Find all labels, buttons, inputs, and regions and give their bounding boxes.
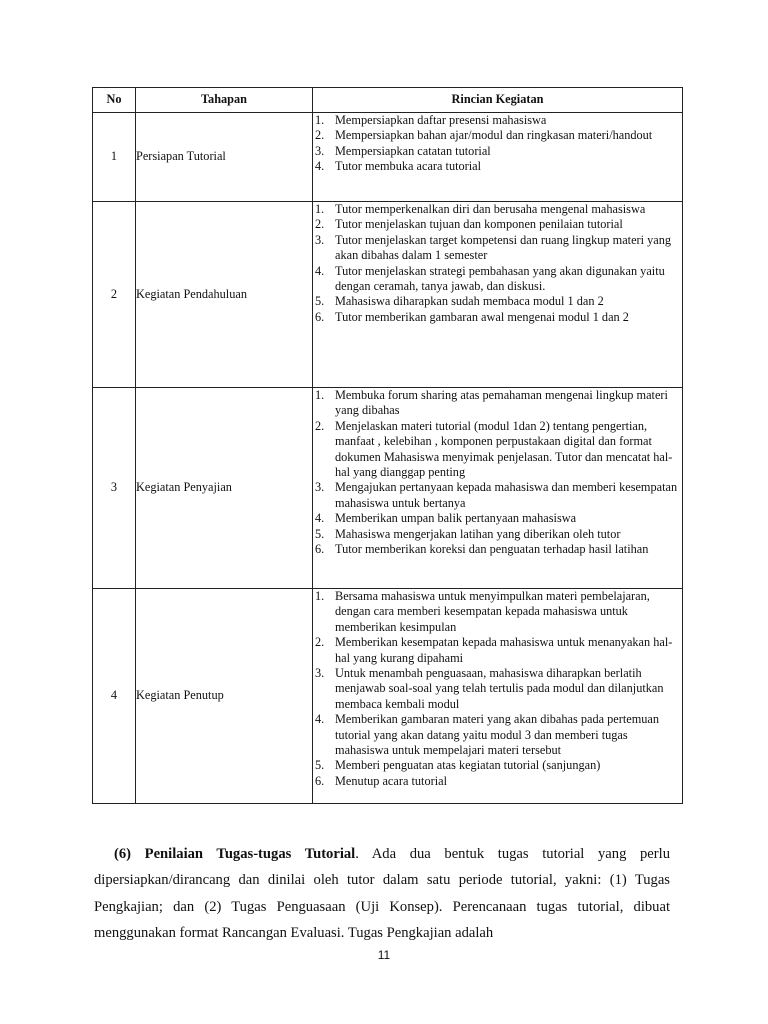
list-item: 2. Mempersiapkan bahan ajar/modul dan ringkasan materi/handout <box>315 128 653 143</box>
list-item: 3. Untuk menambah penguasaan, mahasiswa diharapkan berlatih menjawab soal-soal yang telah tertulis pada modul dan dilanjutkan membaca kembali modul <box>315 666 664 711</box>
table-row <box>93 589 683 804</box>
table-row <box>93 388 683 589</box>
row-stage: Kegiatan Penutup <box>136 589 313 804</box>
row-number: 3 <box>93 388 136 589</box>
list-item: 6. Tutor memberikan gambaran awal mengenai modul 1 dan 2 <box>315 309 629 324</box>
row-number: 1 <box>93 113 136 202</box>
list-item: 1. Bersama mahasiswa untuk menyimpulkan materi pembelajaran, dengan cara memberi kesempatan kepada mahasiswa untuk memberikan kesimpulan <box>315 589 650 634</box>
row-details <box>313 388 683 589</box>
list-item: 4. Memberikan gambaran materi yang akan dibahas pada pertemuan tutorial yang akan datang yaitu modul 3 dan memberi tugas mahasiswa untuk mempelajari materi tersebut <box>315 712 660 758</box>
list-item: 6. Tutor memberikan koreksi dan penguatan terhadap hasil latihan <box>315 542 649 557</box>
header-tahapan: Tahapan <box>136 88 313 113</box>
row-number: 2 <box>93 202 136 388</box>
list-item: 5. Memberi penguatan atas kegiatan tutorial (sanjungan) <box>315 758 601 773</box>
list-item: 4. Tutor menjelaskan strategi pembahasan yang akan digunakan yaitu dengan ceramah, tanya jawab, dan diskusi. <box>315 263 665 294</box>
list-item: 1. Tutor memperkenalkan diri dan berusaha mengenal mahasiswa <box>315 202 646 216</box>
row-stage: Kegiatan Penyajian <box>136 388 313 589</box>
row-stage: Persiapan Tutorial <box>136 113 313 202</box>
detail-list <box>313 589 682 789</box>
list-item: 2. Tutor menjelaskan tujuan dan komponen penilaian tutorial <box>315 217 623 232</box>
list-item: 4. Memberikan umpan balik pertanyaan mahasiswa <box>315 511 577 526</box>
row-number: 4 <box>93 589 136 804</box>
table-row <box>93 113 683 202</box>
list-item: 3. Tutor menjelaskan target kompetensi dan ruang lingkup materi yang akan dibahas dalam 1 semester <box>315 232 672 263</box>
detail-list <box>313 388 682 557</box>
table-row <box>93 202 683 388</box>
section-heading: (6) Penilaian Tugas-tugas Tutorial <box>114 845 356 862</box>
list-item: 3. Mempersiapkan catatan tutorial <box>315 143 491 158</box>
list-item: 1. Mempersiapkan daftar presensi mahasiswa <box>315 113 547 127</box>
page-number: 11 <box>377 948 391 962</box>
table-header-row <box>93 88 683 113</box>
row-details <box>313 589 683 804</box>
detail-list <box>313 113 682 175</box>
list-item: 1. Membuka forum sharing atas pemahaman mengenai lingkup materi yang dibahas <box>315 388 668 418</box>
list-item: 3. Mengajukan pertanyaan kepada mahasiswa dan memberi kesempatan mahasiswa untuk bertanya <box>315 480 678 510</box>
list-item: 2. Memberikan kesempatan kepada mahasiswa untuk menanyakan hal-hal yang kurang dipahami <box>315 635 673 665</box>
header-no: No <box>93 88 136 113</box>
row-stage: Kegiatan Pendahuluan <box>136 202 313 388</box>
list-item: 4. Tutor membuka acara tutorial <box>315 159 482 174</box>
list-item: 6. Menutup acara tutorial <box>315 773 447 788</box>
paragraph-text: . Ada dua bentuk tugas tutorial yang perlu dipersiapkan/dirancang dan dinilai oleh tutor dalam satu periode tutorial, yakni: (1) Tugas Pengkajian; dan (2) Tugas Penguasaan (Uji Konsep). Perencanaan tugas tutorial, dibuat menggunakan format Rancangan Evaluasi. Tugas Pengkajian adalah <box>94 845 671 942</box>
header-rincian: Rincian Kegiatan <box>313 88 683 113</box>
row-details <box>313 202 683 388</box>
list-item: 2. Menjelaskan materi tutorial (modul 1dan 2) tentang pengertian, manfaat , kelebihan , komponen perpustakaan digital dan format dokumen Mahasiswa menyimak penjelasan. Tutor dan mencatat hal-hal yang dianggap penting <box>315 418 673 480</box>
list-item: 5. Mahasiswa diharapkan sudah membaca modul 1 dan 2 <box>315 294 604 309</box>
row-details <box>313 113 683 202</box>
list-item: 5. Mahasiswa mengerjakan latihan yang diberikan oleh tutor <box>315 526 621 541</box>
activity-table <box>92 87 683 804</box>
body-paragraph <box>94 841 670 947</box>
detail-list <box>313 202 682 325</box>
